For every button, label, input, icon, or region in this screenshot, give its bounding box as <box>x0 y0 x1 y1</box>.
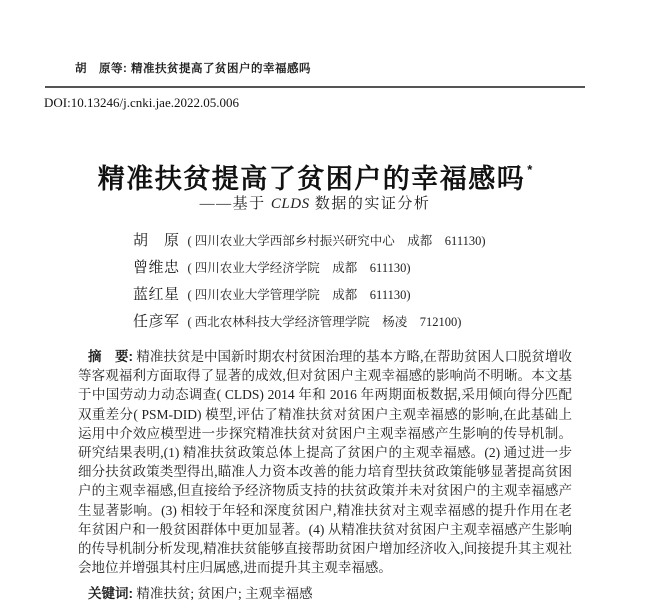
author-name: 胡 原 <box>133 233 180 249</box>
subtitle-acronym: CLDS <box>270 196 310 212</box>
subtitle-prefix: ——基于 <box>199 196 271 212</box>
author-row <box>133 309 486 336</box>
abstract-text: 精准扶贫是中国新时期农村贫困治理的基本方略,在帮助贫困人口脱贫增收等客观福利方面取得了显著的成效,但对贫困户主观幸福感的影响尚不明晰。本文基于中国劳动力动态调查( CLDS) 2014 年和 2016 年两期面板数据,采用倾向得分匹配双重差分( PSM-DID) 模型,评估了精准扶贫对贫困户主观幸福感的影响,在此基础上运用中介效应模型进一步探究精准扶贫对贫困户主观幸福感产生影响的传导机制。研究结果表明,(1) 精准扶贫政策总体上提高了贫困户的主观幸福感。(2) 通过进一步细分扶贫政策类型得出,瞄准人力资本改善的能力培育型扶贫政策能够显著提高贫困户的主观幸福感,但直接给予经济物质支持的扶贫政策并未对贫困户的主观幸福感产生显著影响。(3) 相较于年轻和深度贫困户,精准扶贫对主观幸福感的提升作用在老年贫困户和一般贫困群体中更加显著。(4) 从精准扶贫对贫困户主观幸福感产生影响的传导机制分析发现,精准扶贫能够直接帮助贫困户增加经济收入,间接提升其主观社会地位并增强其村庄归属感,进而提升其主观幸福感。 <box>78 349 573 576</box>
author-row <box>133 255 486 282</box>
author-row <box>133 282 486 309</box>
subtitle-suffix: 数据的实证分析 <box>309 196 431 212</box>
author-name: 蓝红星 <box>133 287 180 303</box>
author-affiliation: ( 四川农业大学西部乡村振兴研究中心 成都 611130) <box>187 234 486 248</box>
author-affiliation: ( 西北农林科技大学经济管理学院 杨凌 712100) <box>187 315 462 329</box>
author-name: 任彦军 <box>133 314 180 330</box>
author-name: 曾维忠 <box>133 260 180 276</box>
article-subtitle <box>45 192 585 213</box>
keywords-section <box>88 582 313 602</box>
running-head: 胡 原等: 精准扶贫提高了贫困户的幸福感吗 <box>75 63 312 75</box>
title-footnote-marker: * <box>527 162 533 178</box>
article-title <box>45 157 585 196</box>
keywords-label: 关键词: <box>88 586 133 601</box>
article-title-text: 精准扶贫提高了贫困户的幸福感吗 <box>97 164 526 195</box>
abstract-label: 摘 要: <box>88 349 134 364</box>
doi-text: DOI:10.13246/j.cnki.jae.2022.05.006 <box>44 95 239 110</box>
author-list <box>133 228 486 336</box>
keywords-text: 精准扶贫; 贫困户; 主观幸福感 <box>133 586 313 601</box>
author-affiliation: ( 四川农业大学管理学院 成都 611130) <box>187 288 411 302</box>
abstract-section <box>78 347 572 577</box>
header-rule <box>45 86 585 88</box>
author-affiliation: ( 四川农业大学经济学院 成都 611130) <box>187 261 411 275</box>
abstract-paragraph <box>78 347 572 577</box>
author-row <box>133 228 486 255</box>
